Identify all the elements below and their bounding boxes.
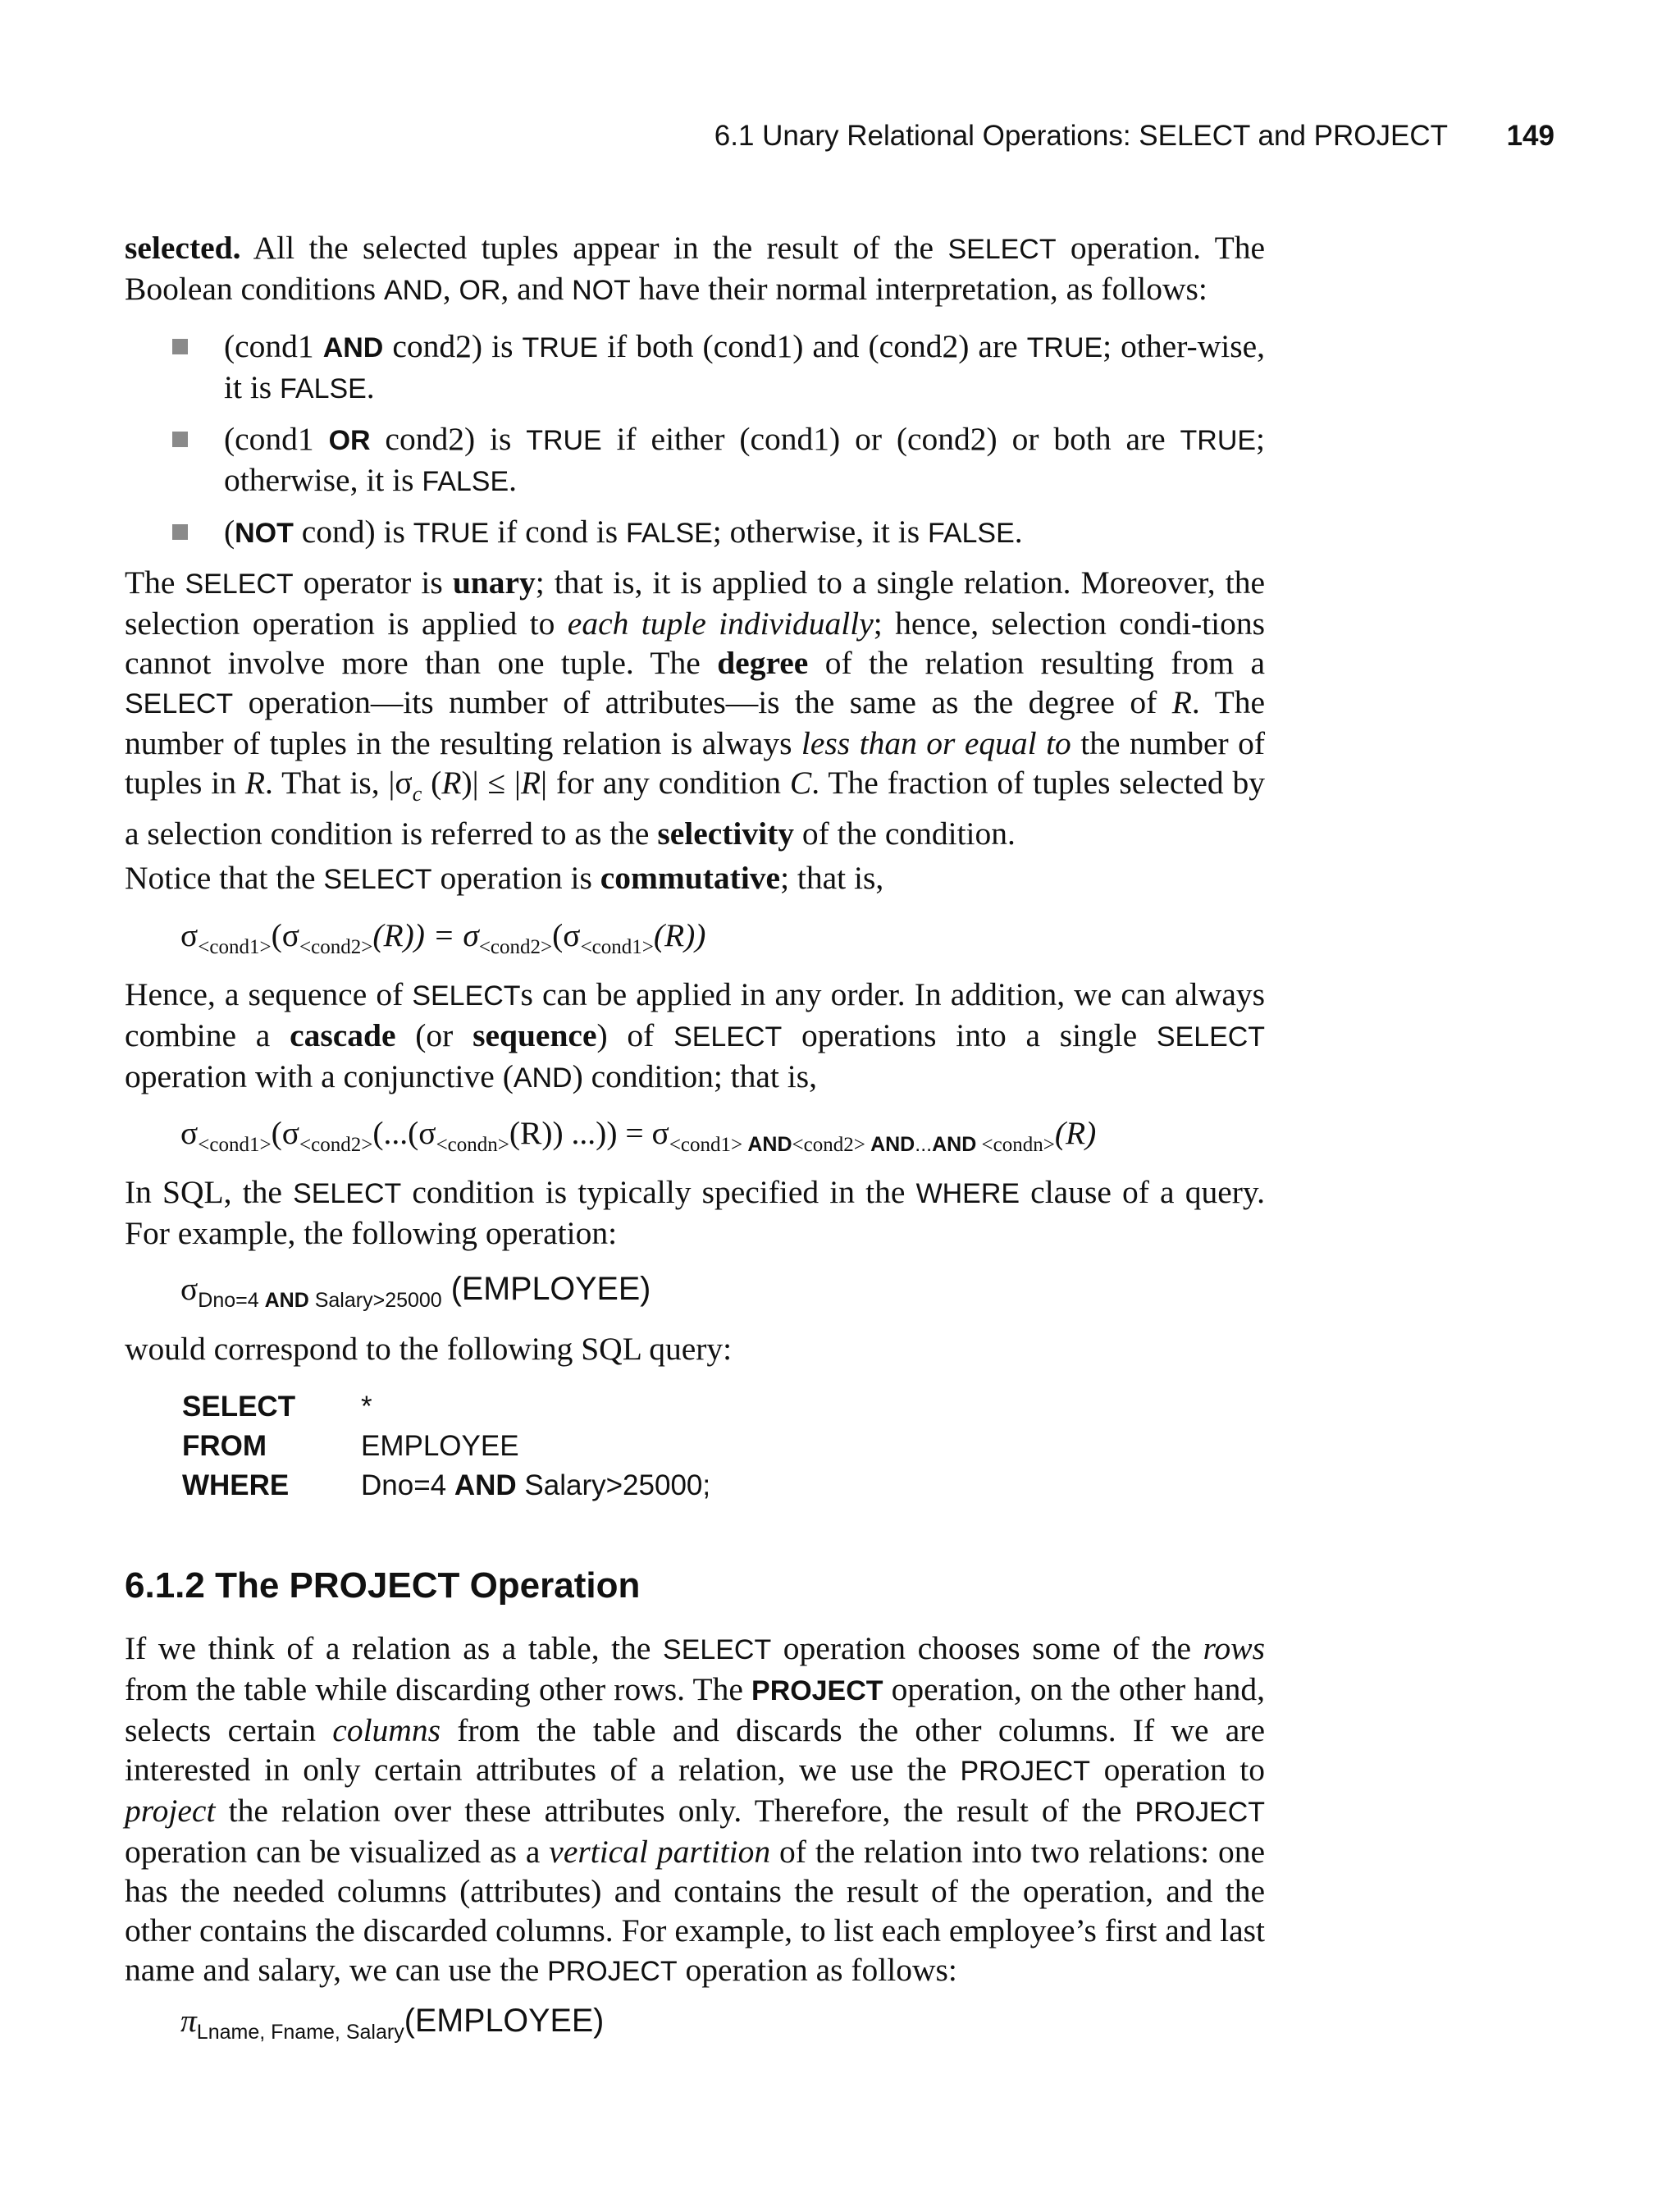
running-title: 6.1 Unary Relational Operations: SELECT and PROJECT xyxy=(714,120,1448,152)
page-number: 149 xyxy=(1506,120,1554,152)
section-heading: 6.1.2 The PROJECT Operation xyxy=(125,1565,641,1606)
sql-line: SELECT * xyxy=(182,1391,372,1423)
bullet-square-icon xyxy=(172,339,188,354)
paragraph-2: The SELECT operator is unary; that is, it is applied to a single relation. Moreover, the selection operation is applied to each tuple individually; hence, selection condi-tions cannot involve more than one tuple. The degree of the relation resulting from a SELECT operation—its number of attributes—is the same as the degree of R. The number of tuples in the resulting relation is always less than or equal to the number of tuples in R. That is, $|\sigma_c$ (R)| ≤ |R| for any condition C. The fraction of tuples selected by a selection condition is referred to as the selectivity of the condition. xyxy=(125,564,1266,852)
commutative-formula: $\sigma_{<cond1>}(\sigma_{<cond2>}(R)) = \sigma_{<cond2>}(\sigma_{<cond1>}(R))$ xyxy=(180,917,706,958)
paragraph-7: If we think of a relation as a table, the SELECT operation chooses some of the rows from the table while discarding other rows. The PROJECT operation, on the other hand, selects certain columns from the table and discards the other columns. If we are interested in only certain attributes of a relation, we use the PROJECT operation to project the relation over these attributes only. Therefore, the result of the PROJECT operation can be visualized as a vertical partition of the relation into two relations: one has the needed columns (attributes) and contains the result of the operation, and the other contains the discarded columns. For example, to list each employee’s first and last name and salary, we can use the PROJECT operation as follows: xyxy=(125,1630,1265,1988)
paragraph-1: selected. All the selected tuples appear in the result of the SELECT operation. The Boolean conditions AND, OR, and NOT have their normal interpretation, as follows: xyxy=(125,230,1266,307)
sql-line: FROM EMPLOYEE xyxy=(182,1430,519,1462)
list-item: (cond1 AND cond2) is TRUE if both (cond1) and (cond2) are TRUE; other-wise, it is FALSE. xyxy=(168,327,1265,409)
list-item: (NOT cond) is TRUE if cond is FALSE; otherwise, it is FALSE. xyxy=(168,512,1265,553)
cascade-formula: $\sigma_{<cond1>}(\sigma_{<cond2>}(...(\sigma_{<condn>}(R))$ ...)) = $\sigma_{<cond1> AND<cond2> AND...AND <condn>}(R)$ xyxy=(180,1115,1097,1156)
paragraph-4: Hence, a sequence of SELECTs can be applied in any order. In addition, we can always combine a cascade (or sequence) of SELECT operations into a single SELECT operation with a conjunctive (AND) condition; that is, xyxy=(125,976,1266,1094)
bullet-square-icon xyxy=(172,524,188,540)
list-item: (cond1 OR cond2) is TRUE if either (cond1) or (cond2) or both are TRUE; otherwise, it is FALSE. xyxy=(168,419,1265,501)
sql-query-block xyxy=(182,1391,838,1509)
paragraph-6: would correspond to the following SQL query: xyxy=(125,1331,733,1367)
running-header xyxy=(0,120,1554,161)
paragraph-3: Notice that the SELECT operation is commutative; that is, xyxy=(125,860,884,896)
bullet-square-icon xyxy=(172,432,188,447)
sql-line: WHERE Dno=4 AND Salary>25000; xyxy=(182,1469,711,1501)
select-example-formula: $\sigma_{Dno=4 AND Salary>25000}$ (EMPLOYEE) xyxy=(180,1271,651,1312)
paragraph-5: In SQL, the SELECT condition is typically specified in the WHERE clause of a query. For example, the following operation: xyxy=(125,1174,1265,1251)
boolean-conditions-list xyxy=(168,327,1265,564)
project-formula: $\pi_{Lname, Fname, Salary}(EMPLOYEE)$ xyxy=(180,2003,605,2044)
